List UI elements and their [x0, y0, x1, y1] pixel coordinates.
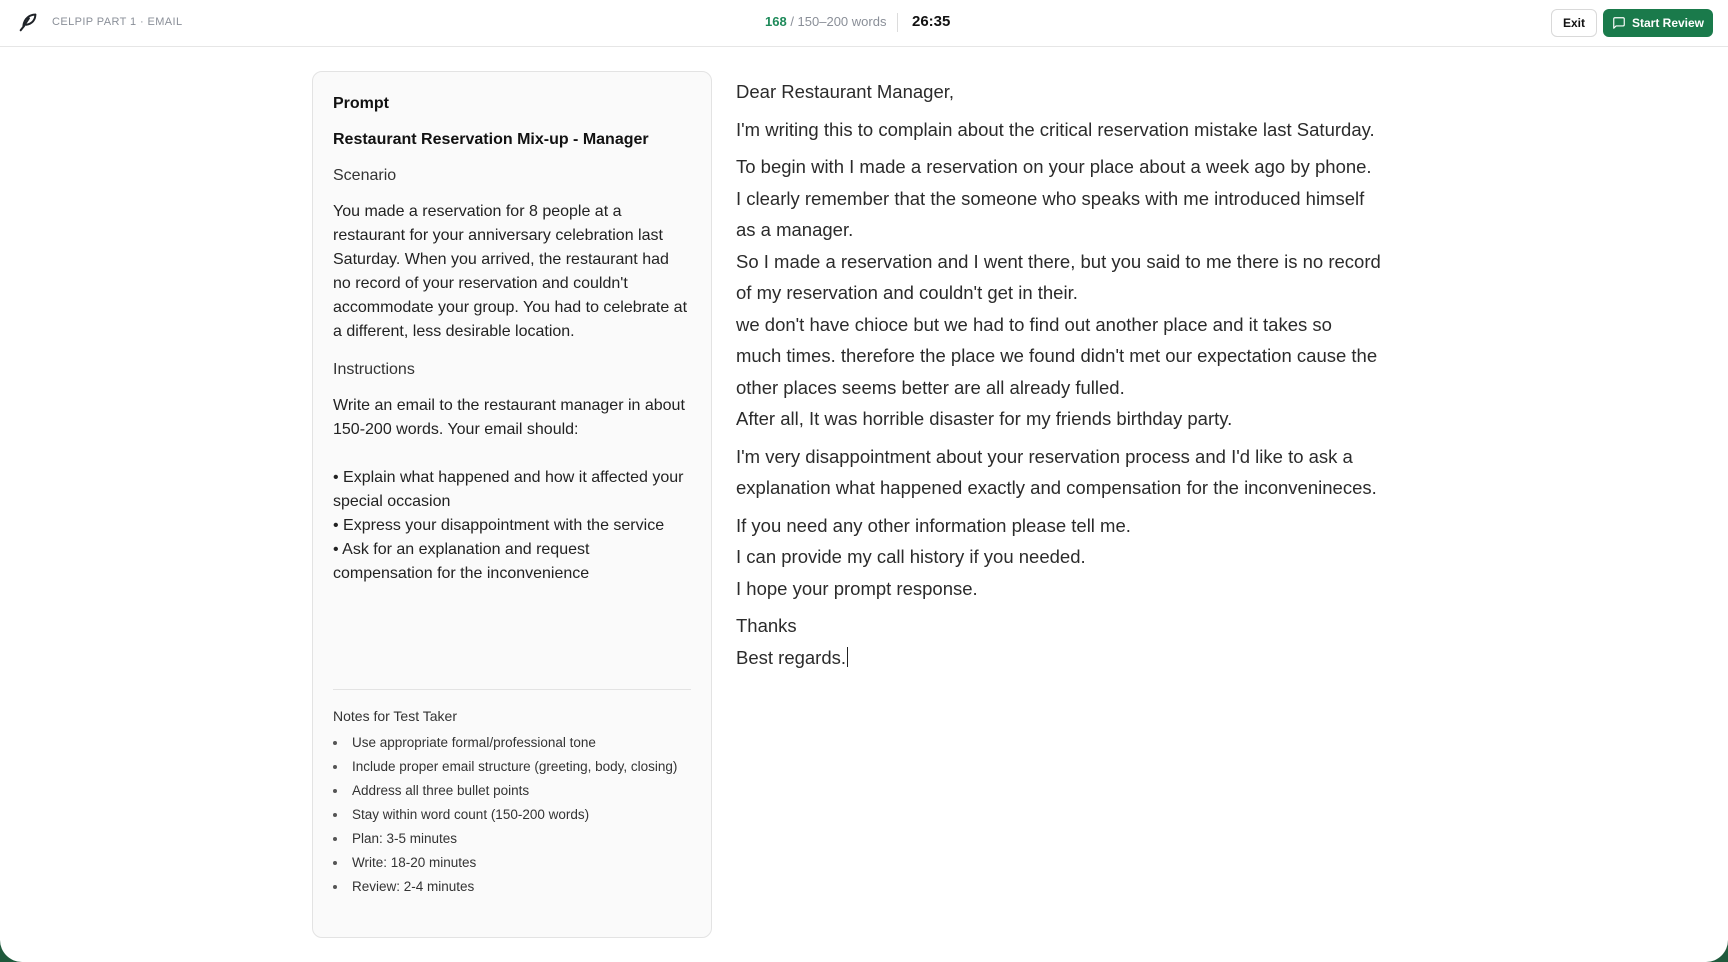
text-cursor	[847, 647, 848, 667]
email-line: much times. therefore the place we found didn't met our expectation cause the	[736, 345, 1378, 366]
email-line: Best regards.	[736, 646, 847, 668]
email-line: I clearly remember that the someone who speaks with me introduced himself	[736, 187, 1365, 209]
email-editor[interactable]	[736, 76, 1426, 936]
prompt-panel	[312, 71, 712, 938]
email-line: I'm writing this to complain about the critical reservation mistake last Saturday.	[736, 118, 1375, 140]
prompt-title: Restaurant Reservation Mix-up - Manager	[333, 131, 649, 148]
note-item: Write: 18-20 minutes	[333, 853, 691, 873]
email-paragraph	[736, 510, 1426, 605]
email-line: So I made a reservation and I went there, but you said to me there is no record	[736, 250, 1381, 272]
word-count	[765, 14, 886, 29]
email-paragraph	[736, 441, 1426, 504]
email-line: Dear Restaurant Manager,	[736, 81, 955, 102]
header-divider	[897, 13, 898, 32]
note-item: Address all three bullet points	[333, 781, 691, 801]
email-line: of my reservation and couldn't get in their.	[736, 282, 1078, 303]
notes-section	[333, 689, 691, 901]
start-review-label: Start Review	[1631, 16, 1705, 30]
note-item: Review: 2-4 minutes	[333, 877, 691, 897]
email-paragraph	[736, 114, 1426, 146]
note-item: Plan: 3-5 minutes	[333, 829, 691, 849]
section-label: CELPIP PART 1 · EMAIL	[52, 16, 183, 28]
timer: 26:35	[912, 13, 951, 30]
email-paragraph	[736, 610, 1426, 673]
email-line: explanation what happened exactly and compensation for the inconvenineces.	[736, 477, 1377, 498]
note-item: Include proper email structure (greeting, body, closing)	[333, 757, 691, 777]
email-paragraph	[736, 76, 1426, 108]
instructions-label: Instructions	[333, 361, 415, 378]
word-count-range: / 150–200 words	[786, 14, 887, 29]
instructions-text: Write an email to the restaurant manager in about 150-200 words. Your email should:	[333, 397, 685, 438]
instruction-bullet: • Ask for an explanation and request compensation for the inconvenience	[333, 541, 590, 582]
email-line: as a manager.	[736, 219, 854, 240]
email-line: If you need any other information please tell me.	[736, 514, 1131, 536]
email-paragraph	[736, 151, 1426, 435]
email-line: I'm very disappointment about your reservation process and I'd like to ask a	[736, 445, 1353, 467]
word-count-value: 168	[765, 14, 787, 29]
email-line: After all, It was horrible disaster for my friends birthday party.	[736, 408, 1233, 429]
instruction-bullet: • Express your disappointment with the service	[333, 517, 665, 534]
email-line: Thanks	[736, 615, 797, 636]
email-line: I can provide my call history if you needed.	[736, 546, 1086, 567]
note-item: Stay within word count (150-200 words)	[333, 805, 691, 825]
email-line: other places seems better are all already fulled.	[736, 376, 1125, 398]
exit-button[interactable]: Exit	[1551, 9, 1597, 37]
notes-list	[333, 733, 691, 897]
scenario-label: Scenario	[333, 167, 397, 184]
message-square-icon	[1612, 16, 1626, 30]
top-bar	[0, 0, 1728, 47]
note-item: Use appropriate formal/professional tone	[333, 733, 691, 753]
instruction-bullet: • Explain what happened and how it affected your special occasion	[333, 469, 684, 510]
prompt-heading: Prompt	[333, 95, 389, 112]
notes-title: Notes for Test Taker	[333, 708, 457, 724]
email-line: I hope your prompt response.	[736, 577, 978, 599]
feather-logo-icon	[17, 11, 39, 33]
scenario-text: You made a reservation for 8 people at a restaurant for your anniversary celebration last Saturday. When you arrived, the restaurant had no record of your reservation and couldn't accommodate your group. You had to celebrate at a different, less desirable location.	[333, 203, 688, 340]
instructions-bullets	[333, 466, 691, 586]
start-review-button[interactable]	[1603, 9, 1713, 37]
email-line: we don't have chioce but we had to find out another place and it takes so	[736, 313, 1332, 335]
email-line: To begin with I made a reservation on your place about a week ago by phone.	[736, 156, 1372, 177]
